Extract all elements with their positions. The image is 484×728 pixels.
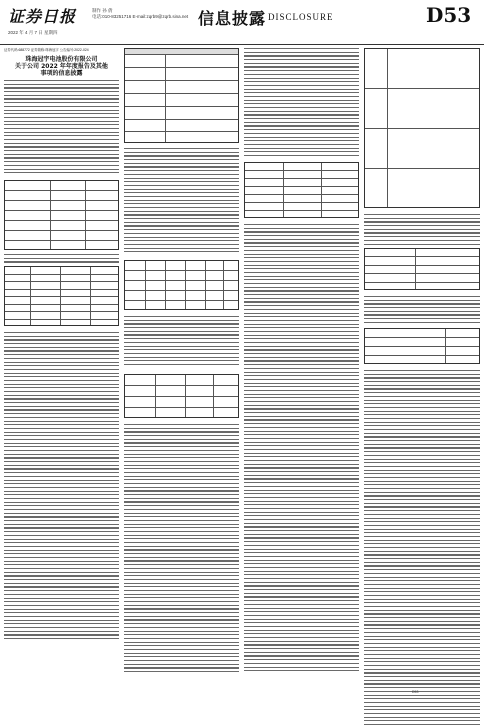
body-text-block bbox=[4, 332, 119, 642]
section-title-en: DISCLOSURE bbox=[268, 12, 334, 22]
page-number: D53 bbox=[426, 3, 472, 27]
body-text-block bbox=[124, 424, 239, 675]
announcement-code: 证券代码:688772 证券简称:珠海冠宇 公告编号:2022-024 bbox=[4, 48, 89, 52]
body-text-block bbox=[364, 370, 480, 728]
body-text-block bbox=[4, 254, 119, 265]
body-text-block bbox=[244, 224, 359, 674]
footer-page-label: D53 bbox=[412, 690, 419, 694]
article-company: 珠海冠宇电池股份有限公司 bbox=[25, 56, 98, 63]
column-3 bbox=[244, 48, 359, 688]
body-text-block bbox=[364, 296, 480, 326]
body-text-block bbox=[124, 148, 239, 255]
data-table bbox=[364, 48, 480, 208]
masthead bbox=[0, 0, 484, 45]
column-1 bbox=[4, 48, 119, 688]
body-text-block bbox=[244, 48, 359, 159]
body-text-block bbox=[364, 214, 480, 247]
column-4 bbox=[364, 48, 480, 688]
body-text-block bbox=[124, 316, 239, 368]
data-table bbox=[364, 248, 480, 290]
editor-line-1: 制作 孙 倩 bbox=[92, 8, 113, 13]
data-table bbox=[244, 162, 359, 218]
column-2 bbox=[124, 48, 239, 688]
newspaper-logo: 证券日报 bbox=[8, 7, 77, 26]
data-table bbox=[364, 328, 480, 364]
section-title: 信息披露 bbox=[198, 9, 267, 28]
data-table bbox=[124, 48, 239, 143]
data-table bbox=[124, 374, 239, 418]
article-title-line-2: 事项的信息披露 bbox=[40, 70, 83, 77]
article-title-line-1: 关于公司 2022 年年度报告及其他 bbox=[15, 63, 108, 70]
body-text-block bbox=[4, 80, 119, 176]
issue-date: 2022 年 4 月 7 日 星期四 bbox=[8, 30, 58, 35]
data-table bbox=[4, 266, 119, 326]
editor-info bbox=[92, 8, 188, 20]
data-table bbox=[124, 260, 239, 310]
data-table bbox=[4, 180, 119, 250]
editor-line-2: 电话:010-83251716 E-mail:zqrb9@zqrb.sina.net bbox=[92, 14, 189, 19]
